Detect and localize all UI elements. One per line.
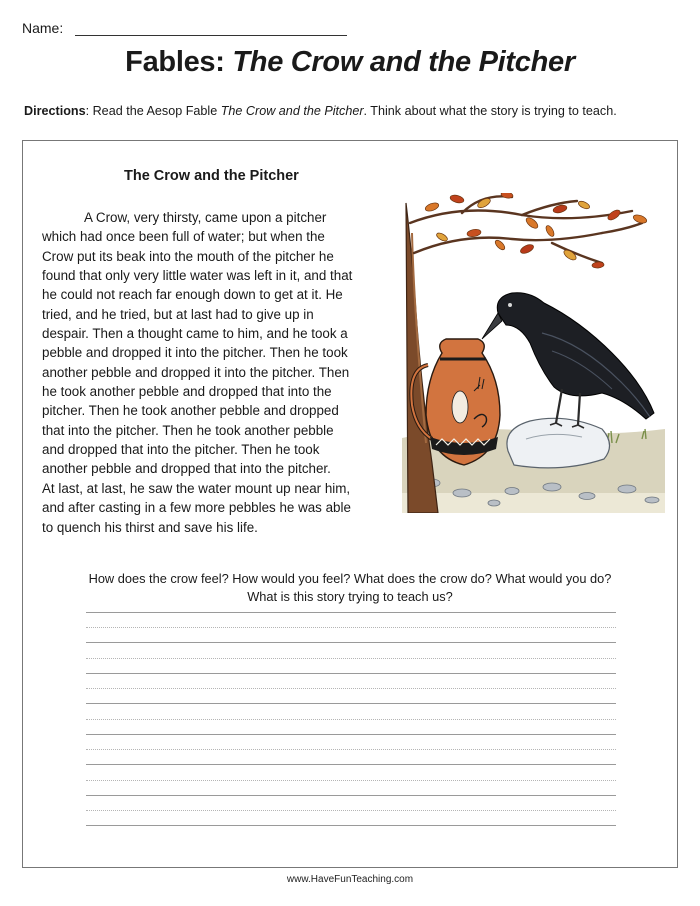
directions-text-2: . Think about what the story is trying to teach. xyxy=(363,104,617,118)
writing-line xyxy=(86,703,616,704)
story-line: he could not reach far enough down to get at it. He xyxy=(42,287,343,303)
writing-guide-line xyxy=(86,749,616,750)
directions-text-1: : Read the Aesop Fable xyxy=(85,104,221,118)
story-line: another pebble and dropped it into the pitcher. Then xyxy=(42,364,350,380)
story-line: and after casting in a few more pebbles he was able xyxy=(42,500,351,516)
story-title: The Crow and the Pitcher xyxy=(124,168,299,184)
footer-url: www.HaveFunTeaching.com xyxy=(286,874,414,885)
page-title xyxy=(0,46,700,79)
story-line: tried, and he tried, but at last had to give up in xyxy=(42,306,314,322)
writing-line xyxy=(86,642,616,643)
story-line: to quench his thirst and save his life. xyxy=(42,519,258,535)
story-line: despair. Then a thought came to him, and he took a xyxy=(42,326,348,342)
writing-line xyxy=(86,825,616,826)
story-line: found that only very little water was left in it, and that xyxy=(42,268,353,284)
writing-guide-line xyxy=(86,810,616,811)
writing-line xyxy=(86,795,616,796)
story-line: At last, at last, he saw the water mount up near him, xyxy=(42,480,351,496)
story-line: another pebble and dropped that into the pitcher. xyxy=(42,461,331,477)
story-line: pitcher. Then he took another pebble and dropped xyxy=(42,403,339,419)
story-line: and dropped that into the pitcher. Then he took xyxy=(42,442,320,458)
story-line: A Crow, very thirsty, came upon a pitcher xyxy=(84,210,327,225)
directions-fable-title: The Crow and the Pitcher xyxy=(220,104,364,118)
writing-guide-line xyxy=(86,688,616,689)
story-line: he took another pebble and dropped that into the xyxy=(42,384,332,400)
crow-pitcher-illustration xyxy=(402,193,665,513)
writing-line xyxy=(86,612,616,613)
writing-line xyxy=(86,734,616,735)
story-text xyxy=(42,208,392,537)
directions xyxy=(24,104,617,118)
writing-guide-line xyxy=(86,719,616,720)
title-emphasis: The Crow and the Pitcher xyxy=(232,46,575,78)
directions-label: Directions xyxy=(24,104,86,118)
name-field[interactable] xyxy=(75,22,347,36)
question-prompt: How does the crow feel? How would you feel? What does the crow do? What would you do? What is this story trying to teach us? xyxy=(88,571,612,604)
title-prefix: Fables: xyxy=(125,46,233,78)
name-label: Name: xyxy=(22,20,64,36)
writing-guide-line xyxy=(86,780,616,781)
story-line: pebble and dropped it into the pitcher. Then he took xyxy=(42,345,348,361)
name-row xyxy=(22,20,347,36)
writing-line xyxy=(86,764,616,765)
story-line: Crow put its beak into the mouth of the pitcher he xyxy=(42,248,334,264)
story-line: that into the pitcher. Then he took another pebble xyxy=(42,422,334,438)
writing-guide-line xyxy=(86,627,616,628)
story-line: which had once been full of water; but when the xyxy=(42,229,325,245)
writing-guide-line xyxy=(86,658,616,659)
writing-line xyxy=(86,673,616,674)
